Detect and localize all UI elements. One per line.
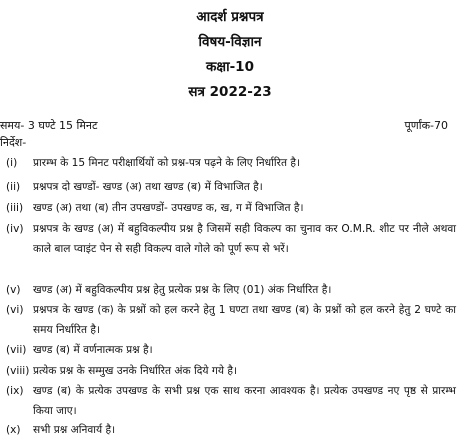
instruction-text: खण्ड (अ) तथा (ब) तीन उपखण्डों- उपखण्ड क, ख, ग में विभाजित है।: [33, 202, 304, 214]
class-heading: कक्षा-10: [206, 59, 254, 75]
maximum-marks: पूर्णांक-70: [404, 119, 448, 132]
session-heading: सत्र 2022-23: [188, 84, 272, 100]
subject-heading: विषय-विज्ञान: [198, 34, 262, 50]
instruction-number: (i): [6, 157, 18, 169]
instruction-text: प्रश्नपत्र के खण्ड (अ) में बहुविकल्पीय प्रश्न है जिसमें सही विकल्प का चुनाव कर O.M.R. शीट पर नीले अथवा काले बाल प्वाइंट पेन से सही विकल्प वाले गोले को पूर्ण रूप से भरें।: [33, 223, 456, 255]
instruction-text: प्रारम्भ के 15 मिनट परीक्षार्थियों को प्रश्न-पत्र पढ़ने के लिए निर्धारित है।: [33, 157, 301, 169]
instruction-number: (x): [6, 424, 21, 436]
instructions-heading: निर्देश-: [0, 136, 27, 149]
instruction-text: खण्ड (अ) में बहुविकल्पीय प्रश्न हेतु प्रत्येक प्रश्न के लिए (01) अंक निर्धारित है।: [33, 284, 332, 296]
instruction-text: प्रत्येक प्रश्न के सम्मुख उनके निर्धारित अंक दिये गये है।: [33, 365, 237, 377]
instruction-number: (iv): [6, 223, 24, 235]
instruction-number: (ix): [6, 385, 24, 397]
instruction-text: खण्ड (ब) में वर्णनात्मक प्रश्न है।: [33, 344, 153, 356]
instruction-number: (ii): [6, 181, 21, 193]
instruction-number: (viii): [6, 365, 30, 377]
instruction-text: प्रश्नपत्र के खण्ड (क) के प्रश्नों को हल करने हेतु 1 घण्टा तथा खण्ड (ब) के प्रश्नों को हल करने हेतु 2 घण्टे का समय निर्धारित है।: [33, 304, 456, 336]
instruction-text: प्रश्नपत्र दो खण्डों- खण्ड (अ) तथा खण्ड (ब) में विभाजित है।: [33, 181, 263, 193]
instruction-number: (vii): [6, 344, 27, 356]
instruction-text: खण्ड (ब) के प्रत्येक उपखण्ड के सभी प्रश्न एक साथ करना आवश्यक है। प्रत्येक उपखण्ड नए पृष्ठ से प्रारम्भ किया जाए।: [33, 385, 456, 417]
instruction-number: (vi): [6, 304, 24, 316]
exam-duration: समय- 3 घण्टे 15 मिनट: [0, 119, 98, 132]
paper-title: आदर्श प्रश्नपत्र: [196, 9, 264, 25]
instruction-number: (v): [6, 284, 21, 296]
instruction-text: सभी प्रश्न अनिवार्य है।: [33, 424, 116, 436]
instruction-number: (iii): [6, 202, 24, 214]
